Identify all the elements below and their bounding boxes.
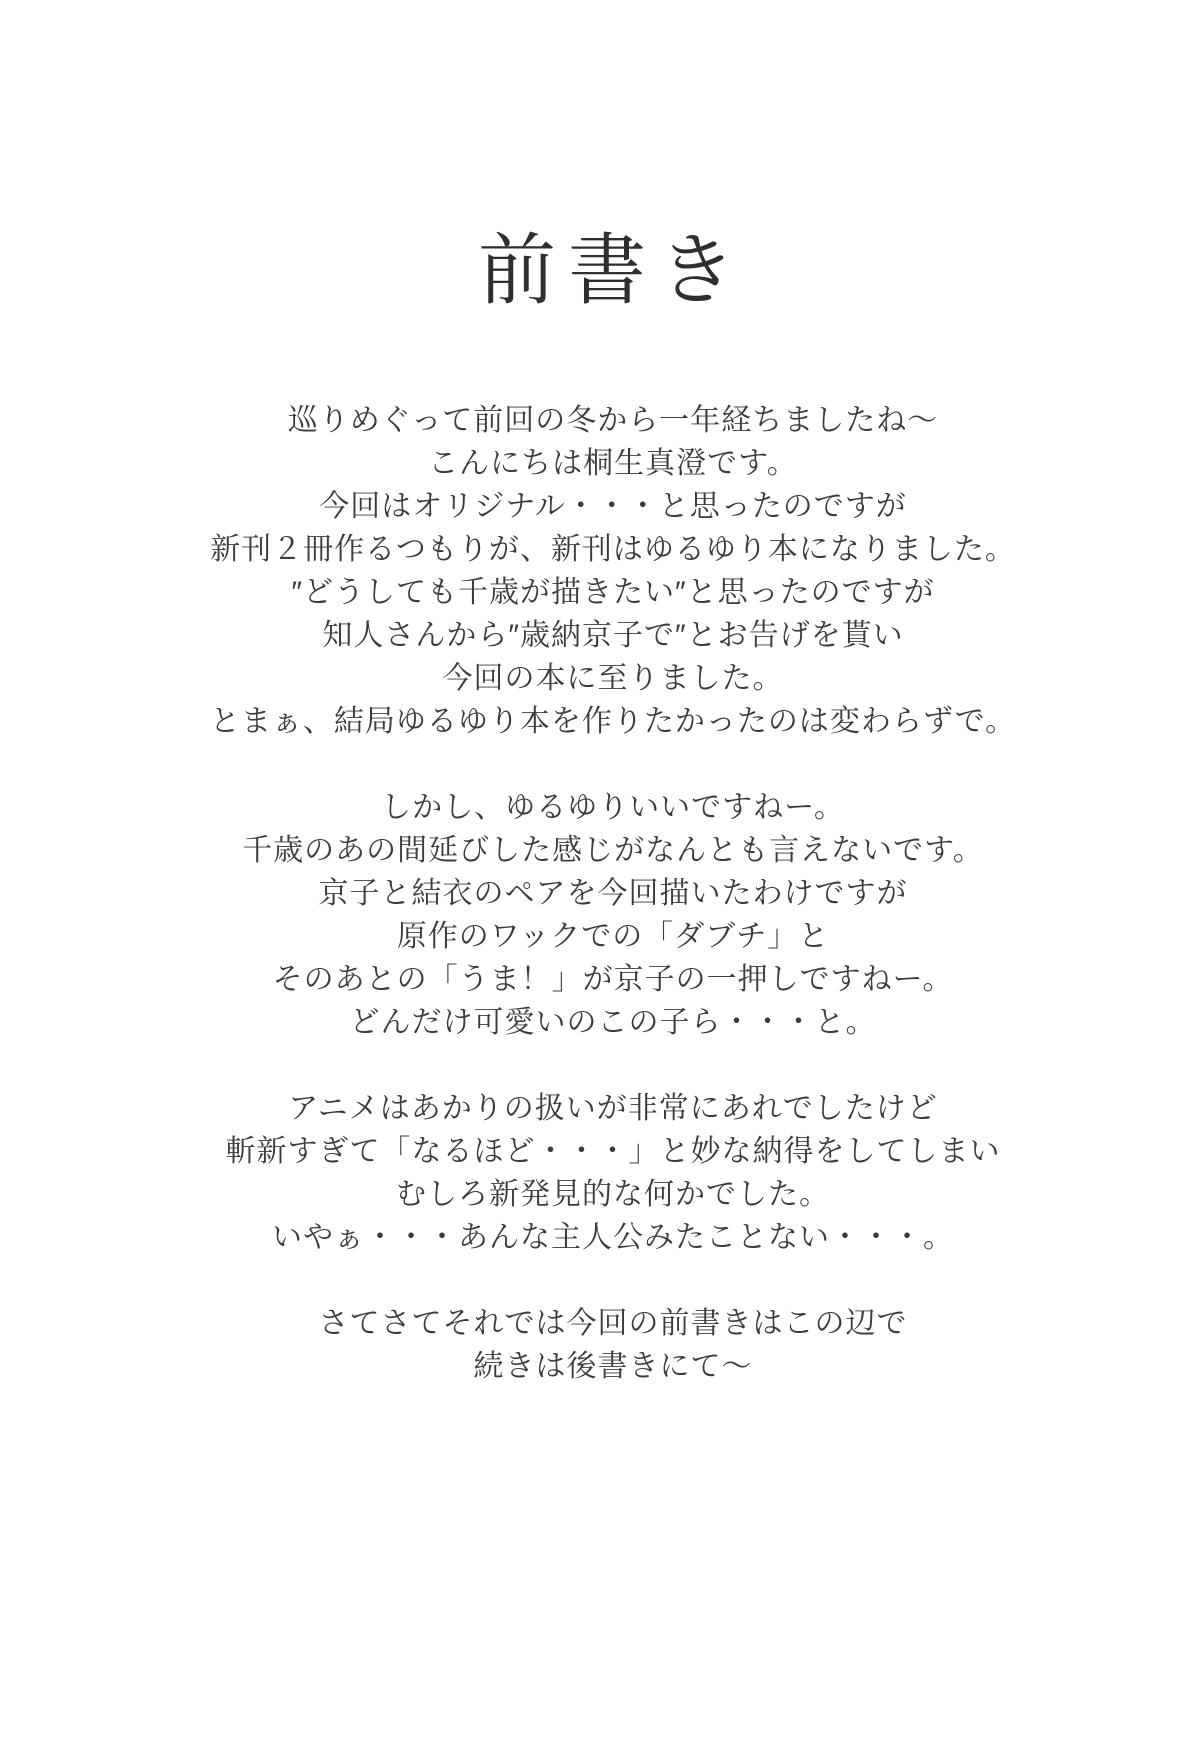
text-line: しかし、ゆるゆりいいですねー。	[381, 791, 845, 824]
text-line: とまぁ、結局ゆるゆり本を作りたかったのは変わらずで。	[209, 705, 1017, 738]
text-line: アニメはあかりの扱いが非常にあれでしたけど	[288, 1092, 938, 1125]
text-line: むしろ新発見的な何かでした。	[396, 1178, 830, 1211]
text-line: 巡りめぐって前回の冬から一年経ちましたね～	[287, 404, 939, 437]
text-line: 斬新すぎて「なるほど・・・」と妙な納得をしてしまい	[225, 1135, 1001, 1168]
text-line: ″どうしても千歳が描きたい″と思ったのですが	[291, 576, 935, 609]
text-line: そのあとの「うま！」が京子の一押しですねー。	[272, 963, 954, 996]
text-line: いやぁ・・・あんな主人公みたことない・・・。	[272, 1221, 954, 1254]
text-line: 知人さんから″歳納京子で″とお告げを貰い	[322, 619, 904, 652]
preface-paragraph-4	[26, 1302, 1200, 1388]
text-line: 京子と結衣のペアを今回描いたわけですが	[318, 877, 908, 910]
text-line: 今回の本に至りました。	[442, 662, 784, 695]
preface-paragraph-1	[26, 399, 1200, 743]
text-line: どんだけ可愛いのこの子ら・・・と。	[349, 1006, 877, 1039]
text-line: 千歳のあの間延びした感じがなんとも言えないです。	[242, 834, 984, 867]
text-line: 新刊２冊作るつもりが、新刊はゆるゆり本になりました。	[210, 533, 1016, 566]
page-title: 前書き	[477, 226, 748, 314]
text-line: さてさてそれでは今回の前書きはこの辺で	[318, 1307, 908, 1340]
text-line: 原作のワックでの「ダブチ」と	[396, 920, 830, 953]
preface-paragraph-2	[26, 786, 1200, 1044]
text-line: こんにちは桐生真澄です。	[428, 447, 798, 480]
text-line: 続きは後書きにて～	[473, 1350, 753, 1383]
preface-paragraph-3	[26, 1087, 1200, 1259]
text-line: 今回はオリジナル・・・と思ったのですが	[319, 490, 907, 523]
